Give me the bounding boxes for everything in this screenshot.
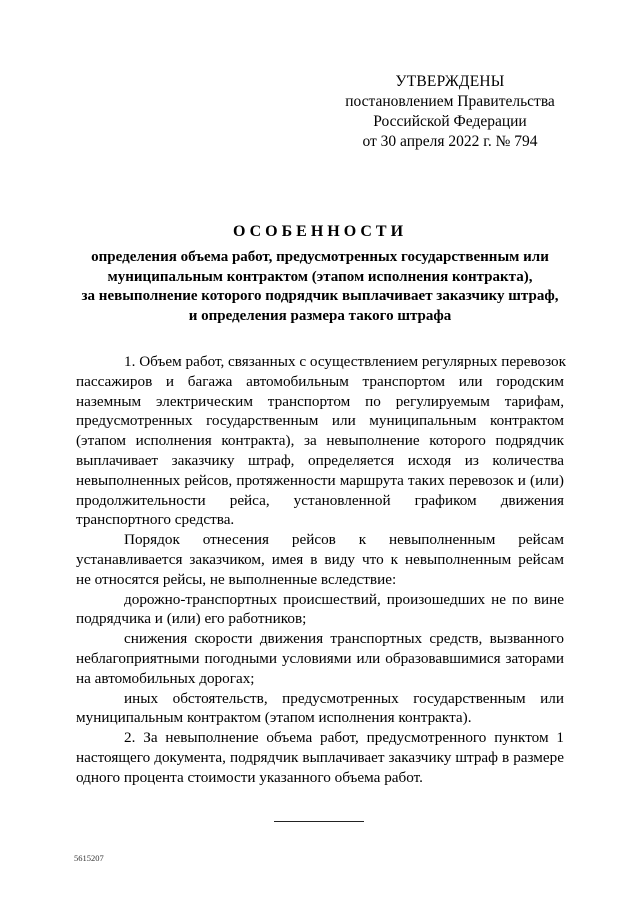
document-subtitle (40, 248, 600, 326)
body-line: неблагоприятными погодными условиями или образовавшимися заторами (76, 649, 564, 667)
body-line: устанавливается заказчиком, имея в виду что к невыполненным рейсам (76, 550, 564, 568)
subtitle-line: за невыполнение которого подрядчик выплачивает заказчику штраф, (81, 288, 559, 304)
body-line: невыполненных рейсов, протяженности маршрута таких перевозок и (или) (76, 471, 564, 489)
approval-stamp: УТВЕРЖДЕНЫ (395, 73, 505, 90)
body-line: муниципальным контрактом (этапом исполнения контракта). (76, 709, 472, 727)
body-line: продолжительности рейса, установленной графиком движения (76, 491, 564, 509)
body-line: на автомобильных дорогах; (76, 669, 255, 687)
approval-line-1: постановлением Правительства (345, 93, 555, 110)
body-line: одного процента стоимости указанного объема работ. (76, 768, 423, 786)
body-line: снижения скорости движения транспортных средств, вызванного (124, 630, 564, 648)
document-code: 5615207 (74, 853, 104, 863)
subtitle-line: муниципальным контрактом (этапом исполнения контракта), (107, 268, 533, 285)
approval-block (330, 72, 570, 152)
body-line: пассажиров и багажа автомобильным транспортом или городским (76, 372, 564, 390)
body-line: выплачивает заказчику штраф, определяется исходя из количества (76, 451, 564, 469)
approval-line-2: Российской Федерации (373, 113, 527, 130)
body-line: 2. За невыполнение объема работ, предусмотренного пунктом 1 (124, 729, 564, 747)
body-line: дорожно-транспортных происшествий, произошедших не по вине (124, 590, 564, 608)
subtitle-line: определения объема работ, предусмотренных государственным или (91, 249, 549, 265)
end-separator-line (274, 821, 364, 822)
body-line: иных обстоятельств, предусмотренных государственным или (124, 689, 564, 707)
body-line: Порядок отнесения рейсов к невыполненным рейсам (124, 531, 564, 549)
body-line: не относятся рейсы, не выполненные вследствие: (76, 570, 397, 588)
approval-line-3: от 30 апреля 2022 г. № 794 (362, 133, 538, 150)
body-line: (этапом исполнения контракта), за невыполнение которого подрядчик (76, 432, 564, 450)
body-line: подрядчика и (или) его работников; (76, 610, 307, 628)
body-line: настоящего документа, подрядчик выплачивает заказчику штраф в размере (76, 748, 564, 766)
document-body (76, 352, 564, 788)
subtitle-line: и определения размера такого штрафа (188, 307, 452, 324)
document-title: ОСОБЕННОСТИ (232, 223, 408, 240)
body-line: наземным электрическим транспортом по регулируемым тарифам, (76, 392, 564, 410)
body-line: транспортного средства. (76, 511, 235, 529)
body-line: 1. Объем работ, связанных с осуществлением регулярных перевозок (124, 353, 566, 370)
body-line: предусмотренных государственным или муниципальным контрактом (76, 412, 564, 430)
